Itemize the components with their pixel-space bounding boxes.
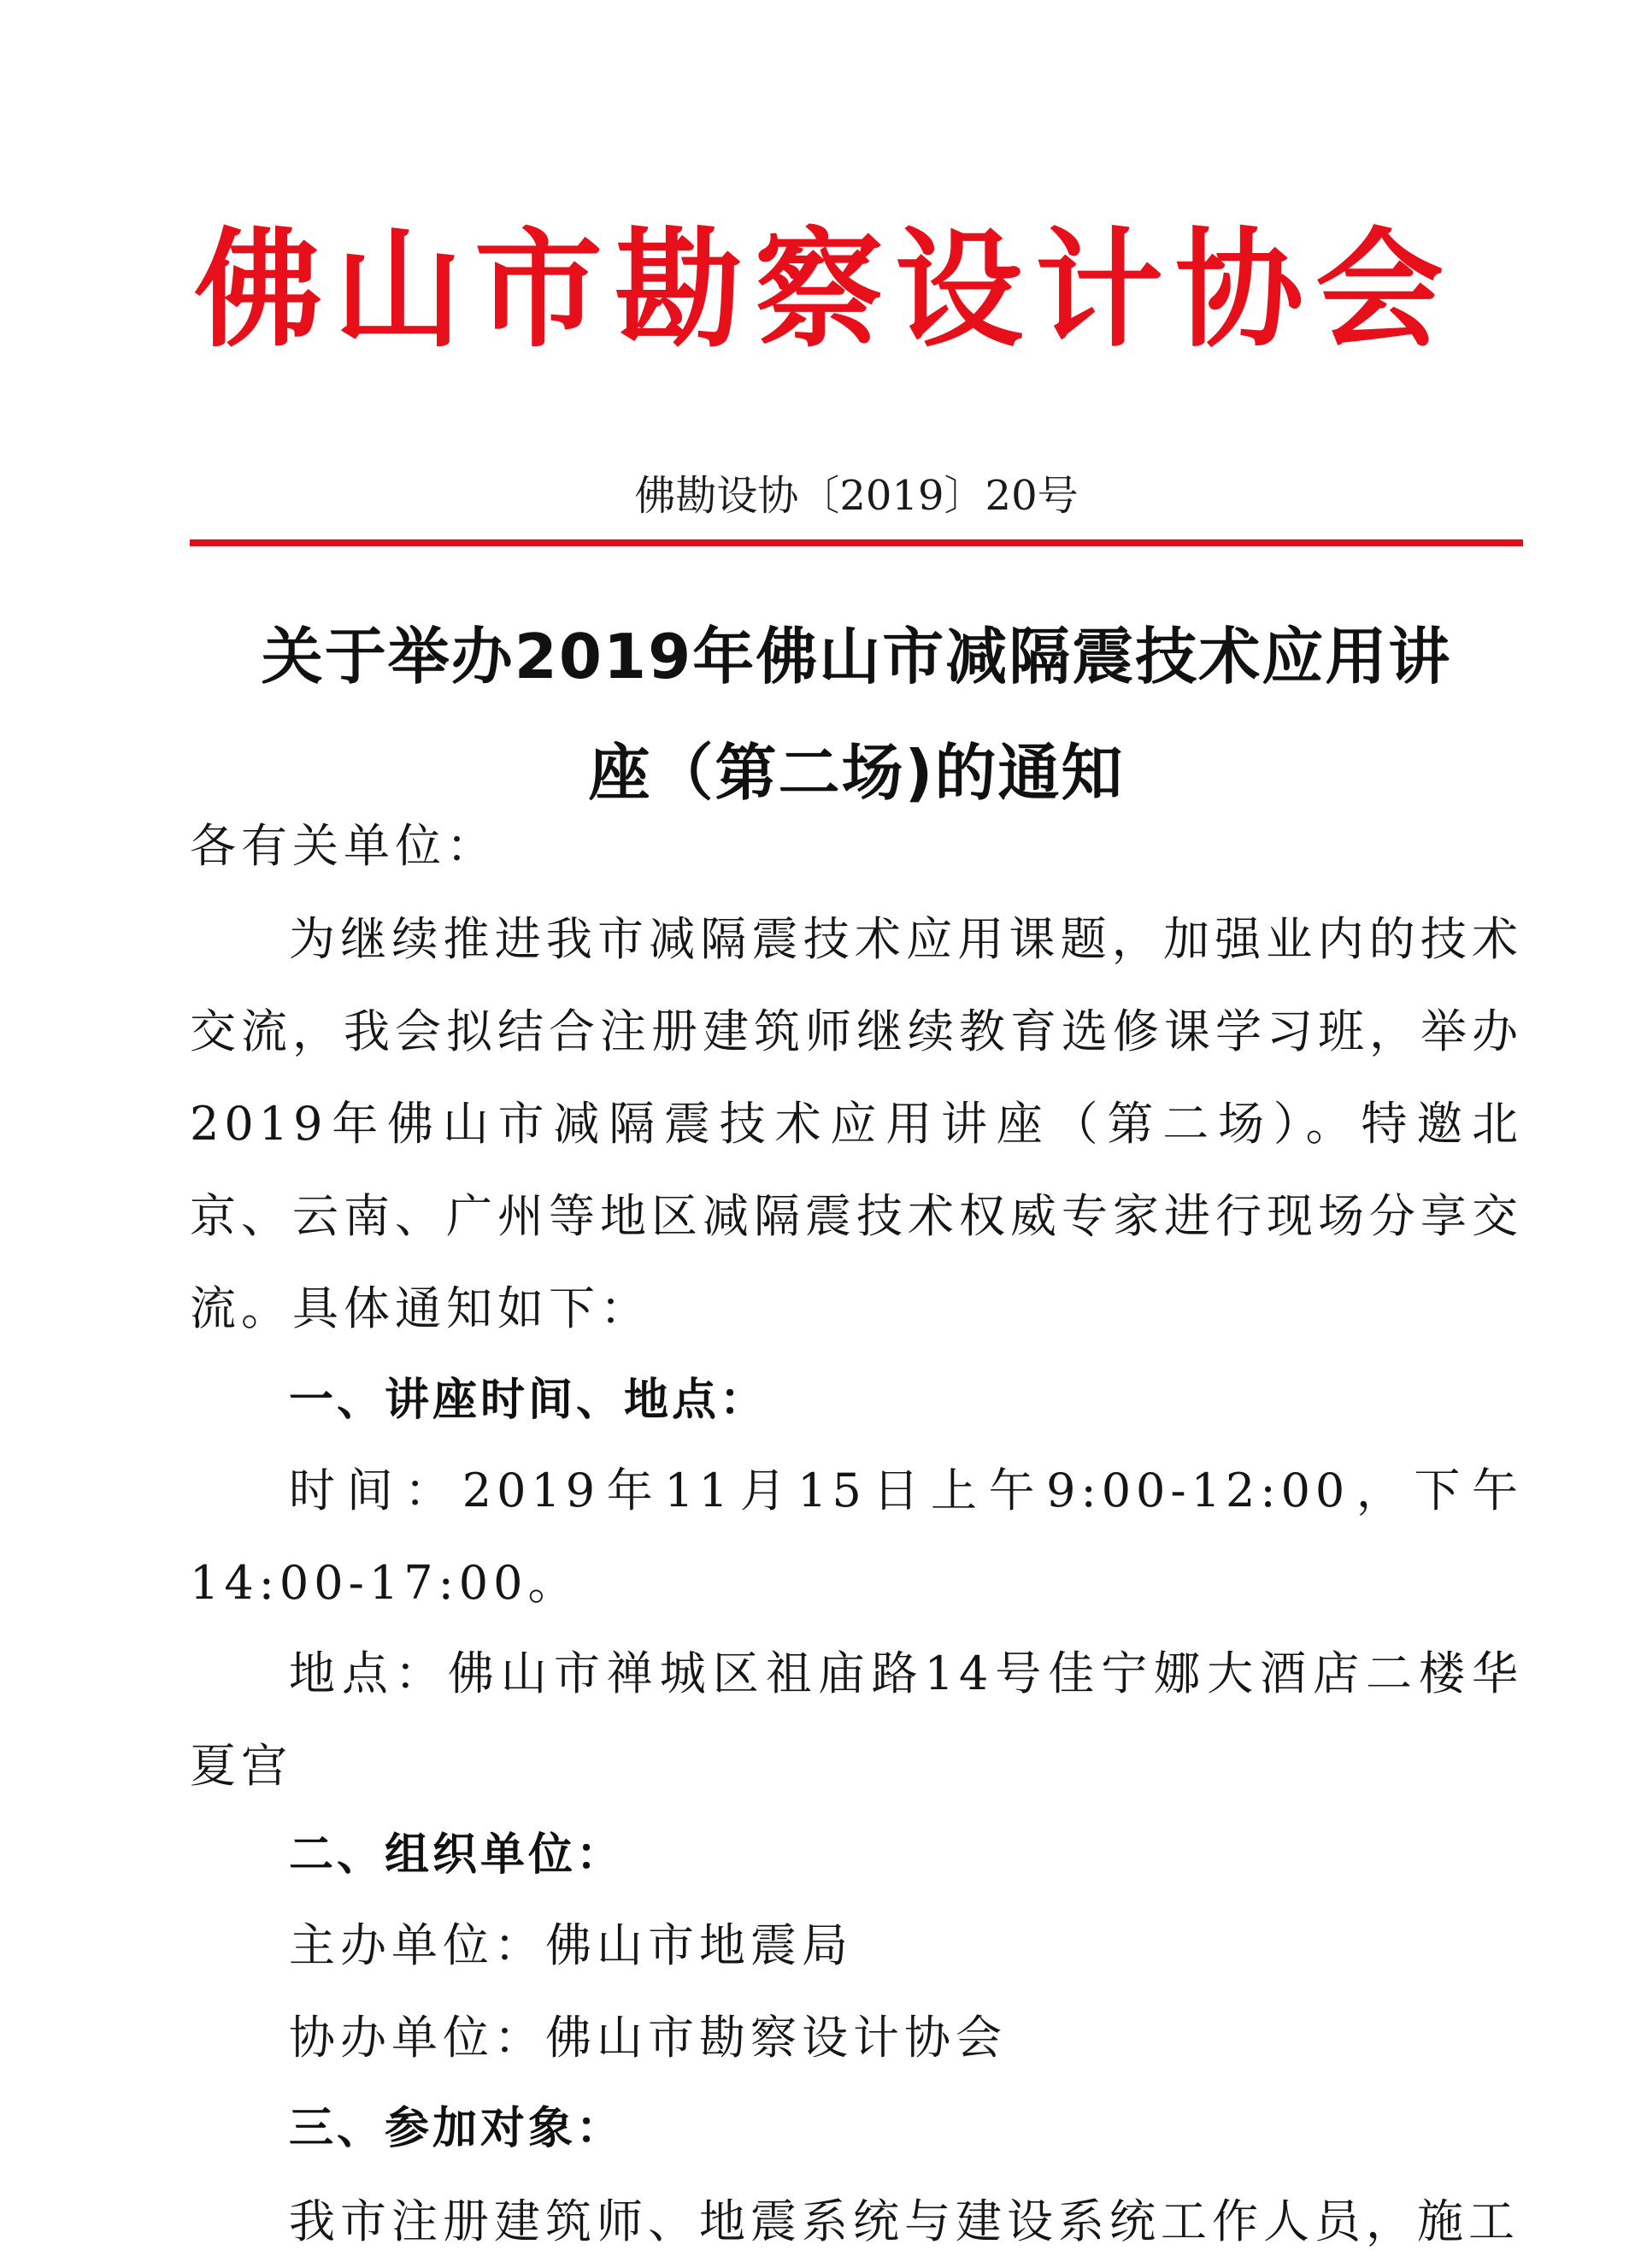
participants-paragraph	[190, 2176, 1523, 2268]
place-text: 地点：佛山市禅城区祖庙路14号佳宁娜大酒店二楼华夏宫	[190, 1647, 1523, 1793]
host-paragraph	[190, 1900, 1523, 1992]
place-paragraph	[190, 1628, 1523, 1812]
intro-indent	[190, 912, 289, 966]
section-heading-participants: 三、参加对象：	[289, 2103, 625, 2154]
participants-indent	[190, 2194, 289, 2248]
time-text: 时间：2019年11月15日上午9:00-12:00，下午14:00-17:00。	[190, 1464, 1523, 1610]
place-indent	[190, 1647, 289, 1700]
organization-letterhead: 佛山市勘察设计协会	[193, 216, 1456, 365]
cohost-text: 协办单位：佛山市勘察设计协会	[289, 2011, 1007, 2065]
salutation: 各有关单位：	[190, 819, 497, 873]
time-paragraph	[190, 1445, 1523, 1629]
intro-text: 为继续推进我市减隔震技术应用课题，加强业内的技术交流，我会拟结合注册建筑师继续教育选修课学习班，举办2019年佛山市减隔震技术应用讲座（第二场）。特邀北京、云南、广州等地区减隔震技术权威专家进行现场分享交流。具体通知如下：	[190, 912, 1523, 1335]
red-divider-line	[190, 539, 1523, 546]
cohost-indent	[190, 2011, 289, 2065]
participants-text: 我市注册建筑师、地震系统与建设系统工作人员，施工	[289, 2194, 1520, 2248]
intro-paragraph	[190, 893, 1523, 1355]
section-heading-time-place: 一、讲座时间、地点：	[289, 1375, 768, 1426]
host-indent	[190, 1918, 289, 1972]
section-heading-organizers: 二、组织单位：	[289, 1829, 625, 1881]
host-text: 主办单位：佛山市地震局	[289, 1918, 853, 1972]
cohost-paragraph	[190, 1992, 1523, 2084]
notice-title	[190, 598, 1523, 831]
notice-title-line-2: 座（第二场)的通知	[588, 737, 1125, 809]
time-indent	[190, 1464, 289, 1517]
document-number: 佛勘设协〔2019〕20号	[634, 472, 1079, 520]
notice-title-line-1: 关于举办2019年佛山市减隔震技术应用讲	[261, 621, 1452, 692]
